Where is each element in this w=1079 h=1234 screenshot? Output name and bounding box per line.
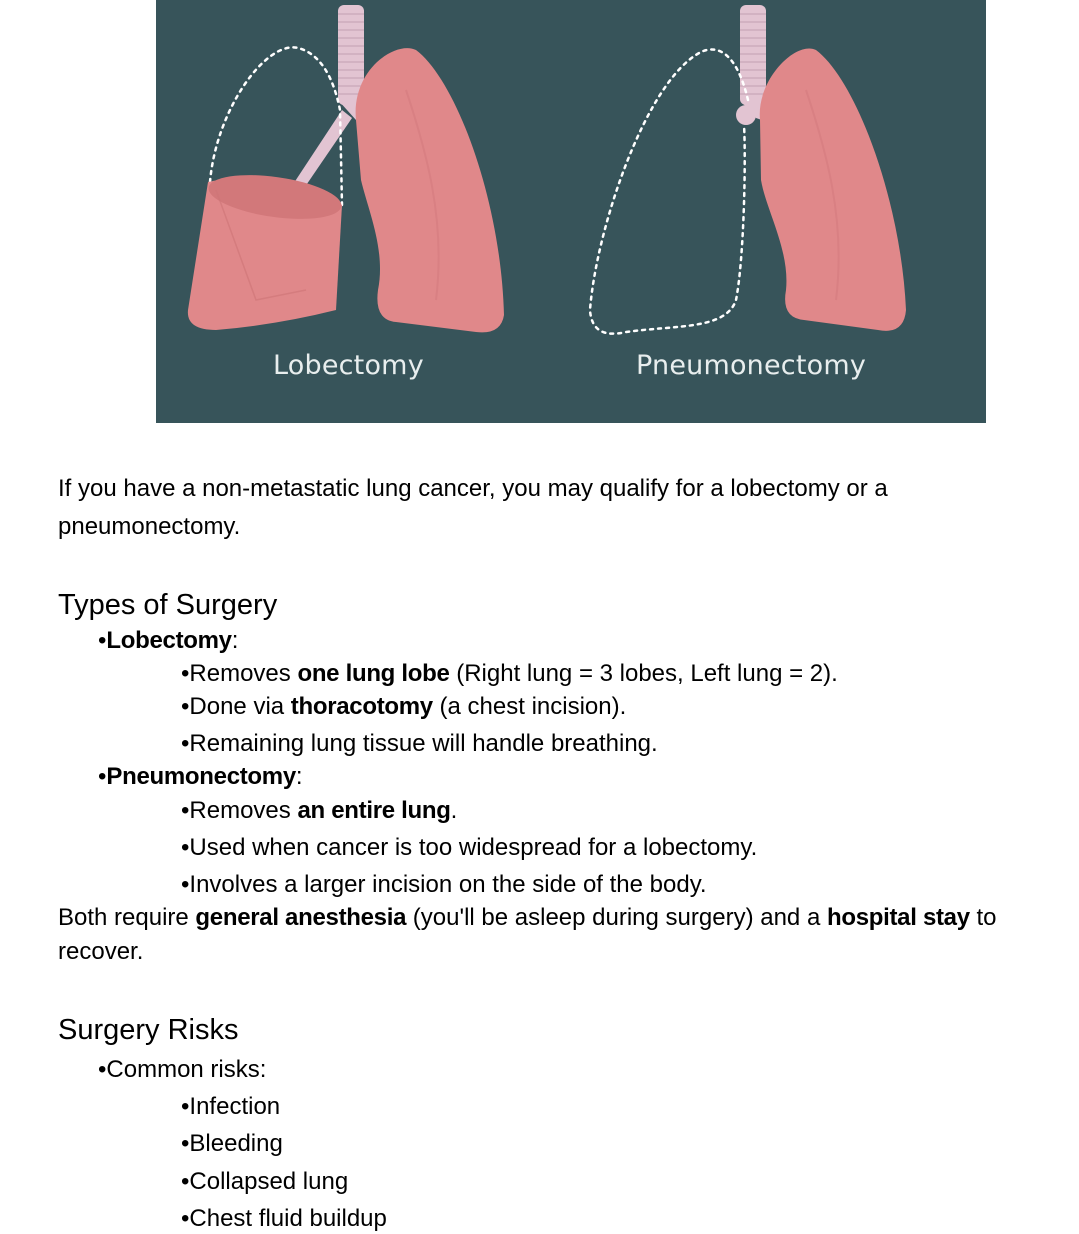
list-item: •Done via thoracotomy (a chest incision). bbox=[181, 693, 627, 720]
list-item: •Infection bbox=[181, 1093, 281, 1120]
lobectomy-bullet: •Lobectomy: bbox=[98, 627, 239, 654]
list-item: •Involves a larger incision on the side of the body. bbox=[181, 871, 707, 898]
risks-heading: Surgery Risks bbox=[58, 1014, 239, 1046]
list-item: •Remaining lung tissue will handle breathing. bbox=[181, 730, 658, 757]
surgery-illustration bbox=[156, 0, 986, 423]
pneumonectomy-label: Pneumonectomy bbox=[636, 350, 867, 381]
both-require-line-1: Both require general anesthesia (you'll be asleep during surgery) and a hospital stay to bbox=[58, 904, 997, 931]
both-require-line-2: recover. bbox=[58, 938, 144, 965]
list-item: •Removes an entire lung. bbox=[181, 797, 458, 824]
list-item: •Collapsed lung bbox=[181, 1168, 349, 1195]
intro-line-2: pneumonectomy. bbox=[58, 513, 241, 540]
types-heading: Types of Surgery bbox=[58, 589, 278, 621]
trachea-left-icon bbox=[286, 5, 364, 200]
common-risks-bullet: •Common risks: bbox=[98, 1056, 267, 1083]
list-item: •Removes one lung lobe (Right lung = 3 lobes, Left lung = 2). bbox=[181, 660, 838, 687]
lobectomy-label: Lobectomy bbox=[273, 350, 424, 381]
intro-line-1: If you have a non-metastatic lung cancer, you may qualify for a lobectomy or a bbox=[58, 475, 888, 502]
list-item: •Chest fluid buildup bbox=[181, 1205, 387, 1232]
pneumonectomy-bullet: •Pneumonectomy: bbox=[98, 763, 303, 790]
list-item: •Used when cancer is too widespread for a lobectomy. bbox=[181, 834, 758, 861]
list-item: •Bleeding bbox=[181, 1130, 283, 1157]
